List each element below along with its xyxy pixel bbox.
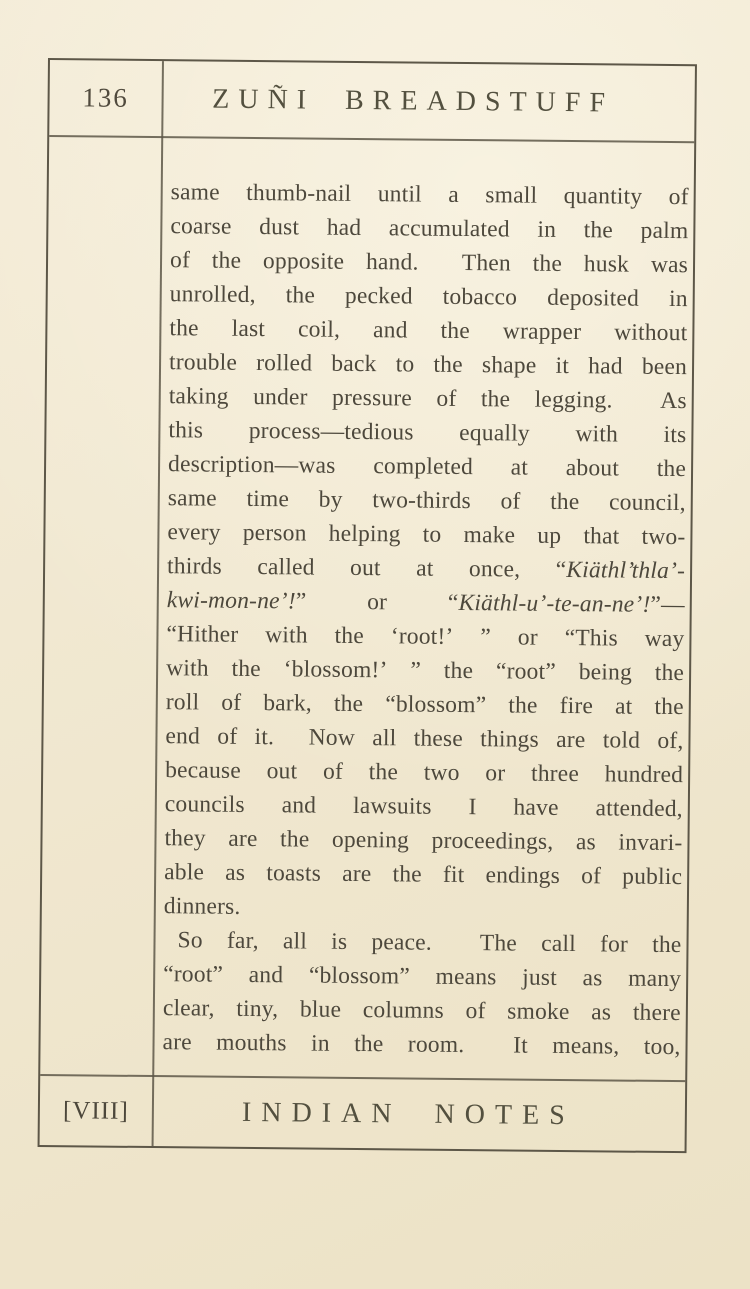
text-segment: thirds called out at once, “ — [167, 553, 567, 583]
text-line — [165, 787, 683, 826]
text-segment: of the opposite hand. Then the husk was — [169, 247, 689, 279]
text-segment: able as toasts are the fit endings of public — [164, 859, 683, 891]
text-segment: clear, tiny, blue columns of smoke as there — [162, 995, 681, 1027]
text-line — [164, 889, 682, 928]
text-segment: “Hither with the ‘root!’ ” or “This way — [166, 621, 685, 653]
text-line — [165, 719, 683, 758]
text-segment: with the ‘blossom!’ ” the “root” being the — [166, 655, 685, 687]
margin-divider-rule — [152, 61, 164, 1146]
signature-mark: [VIII] — [62, 1096, 129, 1125]
text-line — [167, 549, 685, 588]
running-title: ZUÑI BREADSTUFF — [212, 83, 615, 118]
text-segment: councils and lawsuits I have attended, — [164, 791, 683, 823]
text-line — [164, 855, 682, 894]
text-segment: same time by two-thirds of the council, — [167, 485, 686, 517]
text-segment: ”— — [650, 591, 685, 619]
text-segment: roll of bark, the “blossom” the fire at the — [165, 689, 684, 721]
zuni-phrase-italic: Kiäthl’thla’- — [566, 556, 686, 585]
text-line — [168, 413, 686, 452]
page-header — [49, 60, 695, 141]
text-segment: the last coil, and the wrapper without — [169, 315, 688, 347]
text-line — [169, 379, 687, 418]
page-frame — [38, 58, 697, 1153]
body-text — [162, 175, 688, 1064]
text-line — [171, 175, 689, 214]
text-line — [168, 447, 686, 486]
text-line — [165, 753, 683, 792]
text-line — [170, 209, 688, 248]
text-line — [170, 243, 688, 282]
text-line — [166, 617, 684, 656]
text-segment: every person helping to make up that two- — [167, 519, 686, 551]
zuni-phrase-italic: Kiäthl-u’-te-an-ne’! — [458, 589, 651, 618]
text-segment: description—was completed at about the — [167, 451, 687, 483]
text-segment: are mouths in the room. It means, too, — [162, 1029, 681, 1061]
text-line — [169, 345, 687, 384]
text-line — [166, 685, 684, 724]
text-line — [167, 583, 685, 622]
zuni-phrase-italic: kwi-mon-ne’! — [166, 587, 296, 615]
page-number: 136 — [82, 82, 130, 113]
text-segment: because out of the two or three hundred — [165, 757, 684, 789]
footer-title: INDIAN NOTES — [241, 1096, 575, 1131]
text-line — [167, 515, 685, 554]
text-line — [163, 957, 681, 996]
text-segment: So far, all is peace. The call for the — [177, 927, 682, 959]
text-line — [164, 821, 682, 860]
text-segment: taking under pressure of the legging. As — [168, 383, 687, 415]
text-segment: coarse dust had accumulated in the palm — [170, 213, 689, 245]
page-footer — [40, 1074, 686, 1153]
text-line — [163, 991, 681, 1030]
text-segment: “root” and “blossom” means just as many — [163, 961, 682, 993]
text-line — [168, 481, 686, 520]
text-line — [166, 651, 684, 690]
text-segment: unrolled, the pecked tobacco deposited in — [169, 281, 688, 313]
text-segment: dinners. — [163, 893, 241, 920]
text-segment: this process—tedious equally with its — [168, 417, 687, 449]
text-segment: trouble rolled back to the shape it had been — [168, 349, 688, 381]
text-line — [169, 311, 687, 350]
text-segment: end of it. Now all these things are told of, — [165, 723, 684, 755]
text-segment: same thumb-nail until a small quantity of — [170, 179, 689, 211]
text-line — [162, 1025, 680, 1064]
text-segment: ” or “ — [295, 588, 459, 616]
text-segment: they are the opening proceedings, as invari- — [164, 825, 683, 857]
text-line — [170, 277, 688, 316]
text-line — [163, 923, 681, 962]
